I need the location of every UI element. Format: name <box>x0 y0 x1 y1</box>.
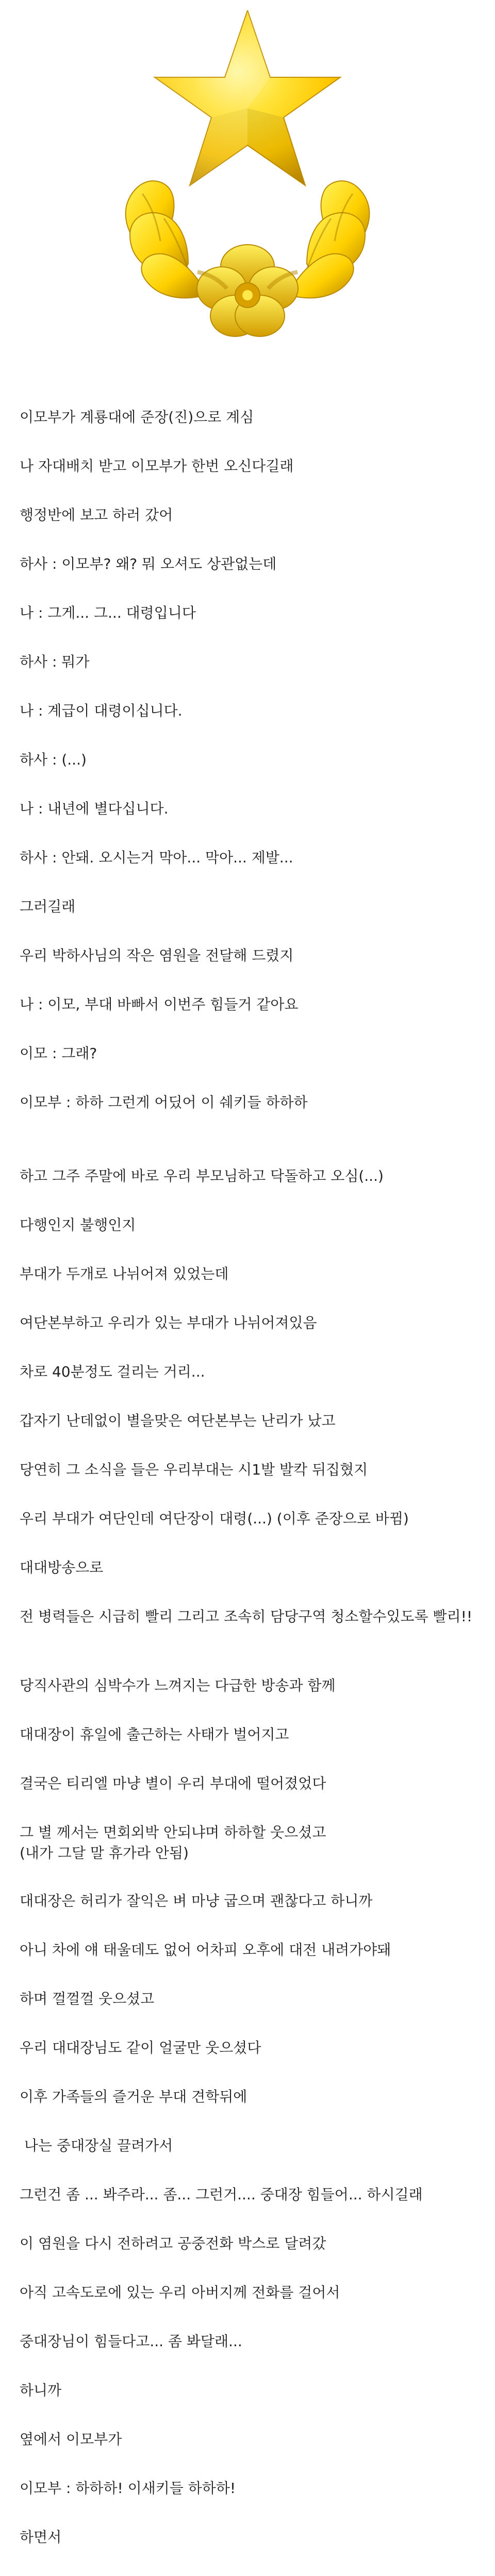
story-line: 나 : 계급이 대령이십니다. <box>20 702 183 719</box>
story-line: 이모부 : 하하 그런게 어딨어 이 쉐키들 하하하 <box>20 1094 308 1111</box>
story-line: 이 염원을 다시 전하려고 공중전화 박스로 달려갔 <box>20 2235 326 2252</box>
story-line: 우리 대대장님도 같이 얼굴만 웃으셨다 <box>20 2039 261 2056</box>
story-line: 하니까 <box>20 2382 62 2399</box>
story-line: 하사 : 이모부? 왜? 뭐 오셔도 상관없는데 <box>20 555 277 572</box>
story-line: 결국은 티리엘 마냥 별이 우리 부대에 떨어졌었다 <box>20 1775 326 1792</box>
story-line: 하사 : 안돼. 오시는거 막아... 막아... 제발... <box>20 849 293 866</box>
story-line: 대대장은 허리가 잘익은 벼 마냥 굽으며 괜찮다고 하니까 <box>20 1892 373 1909</box>
story-line: 이후 가족들의 즐거운 부대 견학뒤에 <box>20 2088 248 2105</box>
story-line: 옆에서 이모부가 <box>20 2431 122 2448</box>
story-line: 이모부가 계룡대에 준장(진)으로 계심 <box>20 409 254 426</box>
emblem-image <box>0 0 495 371</box>
gold-star-emblem-icon <box>82 10 412 361</box>
story-line: 이모부 : 하하하! 이새키들 하하하! <box>20 2480 236 2497</box>
story-line: 다행인지 불행인지 <box>20 1216 136 1233</box>
story-line: 그러길래 <box>20 898 76 915</box>
story-line: 나는 중대장실 끌려가서 <box>20 2137 173 2154</box>
story-line: 하면서 <box>20 2529 62 2546</box>
story-line: 나 : 그게... 그... 대령입니다 <box>20 604 196 621</box>
story-line: 우리 박하사님의 작은 염원을 전달해 드렸지 <box>20 947 294 964</box>
story-line: 아직 고속도로에 있는 우리 아버지께 전화를 걸어서 <box>20 2284 340 2301</box>
story-line: 그런건 좀 ... 봐주라... 좀... 그런거.... 중대장 힘들어... 하시길래 <box>20 2186 423 2203</box>
story-line: 당직사관의 심박수가 느껴지는 다급한 방송과 함께 <box>20 1677 336 1694</box>
story-line: 하사 : (...) <box>20 751 87 768</box>
story-line: 하며 껄껄껄 웃으셨고 <box>20 1990 155 2007</box>
story-line: 여단본부하고 우리가 있는 부대가 나뉘어져있음 <box>20 1314 317 1331</box>
story-line: 대대방송으로 <box>20 1559 104 1576</box>
story-line: 부대가 두개로 나뉘어져 있었는데 <box>20 1265 229 1282</box>
story-line: 행정반에 보고 하러 갔어 <box>20 506 173 523</box>
story-line: 하고 그주 주말에 바로 우리 부모님하고 닥돌하고 오심(...) <box>20 1167 384 1184</box>
story-line: 차로 40분정도 걸리는 거리... <box>20 1363 205 1380</box>
story-line: 이모 : 그래? <box>20 1045 97 1062</box>
story-line: 나 : 내년에 별다십니다. <box>20 800 169 817</box>
story-line: 당연히 그 소식을 들은 우리부대는 시1발 발칵 뒤집혔지 <box>20 1461 368 1478</box>
story-line: 우리 부대가 여단인데 여단장이 대령(...) (이후 준장으로 바뀜) <box>20 1510 409 1527</box>
story-line: 나 : 이모, 부대 바빠서 이번주 힘들거 같아요 <box>20 996 299 1013</box>
story-line: 그 별 께서는 면회외박 안되냐며 하하할 웃으셨고 (내가 그달 말 휴가라 안됨) <box>20 1824 326 1861</box>
story-line: 갑자기 난데없이 별을맞은 여단본부는 난리가 났고 <box>20 1412 336 1429</box>
story-line: 중대장님이 힘들다고... 좀 봐달래... <box>20 2333 242 2350</box>
story-line: 아니 차에 얘 태울데도 없어 어차피 오후에 대전 내려가야돼 <box>20 1941 391 1958</box>
story-line: 하사 : 뭐가 <box>20 653 90 670</box>
story-line: 나 자대배치 받고 이모부가 한번 오신다길래 <box>20 457 294 474</box>
story-line: 전 병력들은 시급히 빨리 그리고 조속히 담당구역 청소할수있도록 빨리!! <box>20 1608 473 1625</box>
story-line: 대대장이 휴일에 출근하는 사태가 벌어지고 <box>20 1726 289 1743</box>
